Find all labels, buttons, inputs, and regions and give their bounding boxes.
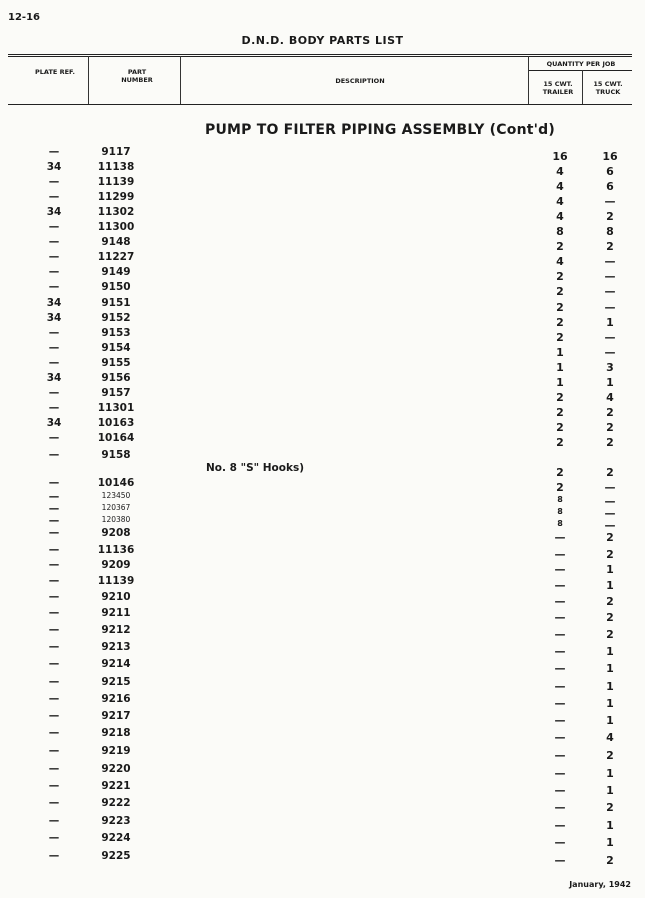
table-row bbox=[0, 191, 645, 209]
row-part-number: 9224 bbox=[101, 832, 131, 844]
row-qty-truck: 1 bbox=[606, 680, 614, 693]
row-part-number: 9149 bbox=[101, 266, 131, 279]
table-row bbox=[0, 402, 645, 417]
section-title: PUMP TO FILTER PIPING ASSEMBLY (Cont'd) bbox=[205, 122, 555, 138]
row-plate-ref: — bbox=[48, 477, 60, 489]
row-plate-ref: — bbox=[48, 191, 60, 204]
row-part-number: 11302 bbox=[97, 206, 135, 219]
header-bottom-rule bbox=[8, 104, 632, 105]
row-qty-trailer: 2 bbox=[556, 300, 564, 314]
row-part-number: 11139 bbox=[97, 575, 135, 587]
row-qty-truck: 2 bbox=[606, 435, 614, 449]
table-row bbox=[0, 221, 645, 239]
row-part-number: 9221 bbox=[101, 780, 131, 792]
row-qty-truck: 2 bbox=[606, 628, 614, 641]
row-plate-ref: — bbox=[48, 386, 60, 399]
row-qty-truck: — bbox=[604, 285, 616, 299]
table-row bbox=[0, 832, 645, 847]
row-part-number: 10164 bbox=[97, 431, 135, 444]
row-qty-trailer: 2 bbox=[556, 405, 564, 419]
row-qty-truck: — bbox=[604, 481, 616, 494]
table-row bbox=[0, 780, 645, 795]
row-part-number: 9153 bbox=[101, 326, 131, 339]
row-part-number: 9154 bbox=[101, 341, 131, 354]
row-part-number: 9218 bbox=[101, 727, 131, 739]
row-part-number: 9208 bbox=[101, 527, 131, 539]
row-plate-ref: — bbox=[48, 266, 60, 279]
row-plate-ref: — bbox=[48, 401, 60, 414]
row-qty-trailer: — bbox=[554, 531, 566, 544]
row-qty-trailer: 4 bbox=[556, 165, 564, 179]
row-part-number: 11300 bbox=[97, 221, 135, 234]
col-divider-4 bbox=[582, 70, 583, 104]
table-row bbox=[0, 641, 645, 656]
row-part-number: 9209 bbox=[101, 559, 131, 571]
header-quantity-per-job: QUANTITY PER JOB bbox=[546, 60, 616, 68]
header-part-number: PART NUMBER bbox=[121, 68, 153, 84]
header-top-rule bbox=[8, 54, 632, 55]
row-qty-truck: — bbox=[604, 519, 616, 532]
row-qty-truck: 2 bbox=[606, 420, 614, 434]
row-qty-trailer: — bbox=[554, 611, 566, 624]
row-plate-ref: — bbox=[48, 641, 60, 653]
row-qty-trailer: 8 bbox=[557, 519, 563, 528]
row-qty-truck: 2 bbox=[606, 749, 614, 762]
row-part-number: 9219 bbox=[101, 745, 131, 757]
table-row bbox=[0, 815, 645, 830]
row-qty-trailer: — bbox=[554, 749, 566, 762]
table-row bbox=[0, 559, 645, 574]
row-qty-truck: 2 bbox=[606, 240, 614, 254]
row-qty-trailer: — bbox=[554, 548, 566, 561]
row-qty-truck: 2 bbox=[606, 405, 614, 419]
row-qty-truck: 1 bbox=[606, 784, 614, 797]
row-qty-truck: 1 bbox=[606, 579, 614, 592]
row-plate-ref: 34 bbox=[46, 296, 62, 309]
page-title: D.N.D. BODY PARTS LIST bbox=[241, 34, 404, 47]
row-plate-ref: — bbox=[48, 527, 60, 539]
row-qty-trailer: 2 bbox=[556, 270, 564, 284]
row-qty-truck: 1 bbox=[606, 714, 614, 727]
row-plate-ref: 34 bbox=[46, 371, 62, 384]
row-part-number: 11136 bbox=[97, 544, 135, 556]
table-row bbox=[0, 477, 645, 492]
row-plate-ref: — bbox=[48, 251, 60, 264]
row-qty-trailer: 2 bbox=[556, 466, 564, 479]
table-row bbox=[0, 372, 645, 387]
row-qty-truck: — bbox=[604, 255, 616, 269]
row-part-number: 9222 bbox=[101, 797, 131, 809]
row-plate-ref: — bbox=[48, 559, 60, 571]
row-plate-ref: 34 bbox=[46, 416, 62, 429]
row-plate-ref: — bbox=[48, 797, 60, 809]
row-part-number: 9151 bbox=[101, 296, 131, 309]
row-plate-ref: — bbox=[48, 146, 60, 158]
row-part-number: 11301 bbox=[97, 401, 135, 414]
row-plate-ref: — bbox=[48, 341, 60, 354]
row-qty-truck: — bbox=[604, 330, 616, 344]
row-qty-truck: — bbox=[604, 495, 616, 508]
row-qty-trailer: 4 bbox=[556, 195, 564, 209]
table-row bbox=[0, 432, 645, 447]
row-part-number: 11138 bbox=[97, 161, 135, 174]
table-row bbox=[0, 146, 645, 161]
table-row bbox=[0, 251, 645, 269]
row-part-number: 10163 bbox=[97, 416, 135, 429]
table-row bbox=[0, 624, 645, 639]
row-qty-truck: — bbox=[604, 345, 616, 359]
row-part-number: 9148 bbox=[101, 236, 131, 249]
table-row bbox=[0, 281, 645, 299]
row-part-number: 9157 bbox=[101, 386, 131, 399]
col-divider-1 bbox=[88, 56, 89, 104]
row-qty-truck: — bbox=[604, 507, 616, 520]
row-qty-trailer: 4 bbox=[556, 210, 564, 224]
row-qty-truck: 16 bbox=[602, 150, 618, 163]
table-row bbox=[0, 850, 645, 865]
row-qty-truck: 2 bbox=[606, 466, 614, 479]
row-qty-trailer: — bbox=[554, 854, 566, 867]
row-qty-truck: 1 bbox=[606, 645, 614, 658]
row-qty-trailer: 1 bbox=[556, 360, 564, 374]
row-plate-ref: 34 bbox=[46, 206, 62, 219]
row-plate-ref: — bbox=[48, 449, 60, 461]
row-qty-trailer: 2 bbox=[556, 315, 564, 329]
row-part-number: 9117 bbox=[101, 146, 131, 158]
row-plate-ref: — bbox=[48, 503, 60, 515]
row-part-number: 11139 bbox=[97, 176, 135, 189]
row-qty-truck: 1 bbox=[606, 315, 614, 329]
row-qty-trailer: 2 bbox=[556, 420, 564, 434]
row-qty-truck: — bbox=[604, 195, 616, 209]
row-plate-ref: — bbox=[48, 693, 60, 705]
row-qty-trailer: — bbox=[554, 784, 566, 797]
row-qty-trailer: 8 bbox=[556, 225, 564, 239]
row-qty-trailer: — bbox=[554, 767, 566, 780]
row-qty-trailer: 8 bbox=[557, 495, 563, 504]
row-qty-trailer: — bbox=[554, 680, 566, 693]
row-plate-ref: — bbox=[48, 356, 60, 369]
table-row bbox=[0, 161, 645, 179]
table-row bbox=[0, 342, 645, 357]
row-part-number: 10146 bbox=[97, 477, 135, 489]
row-plate-ref: — bbox=[48, 281, 60, 294]
row-part-number: 9210 bbox=[101, 591, 131, 603]
row-plate-ref: 34 bbox=[46, 311, 62, 324]
row-plate-ref: — bbox=[48, 745, 60, 757]
row-part-number: 11227 bbox=[97, 251, 135, 264]
row-qty-trailer: — bbox=[554, 645, 566, 658]
row-plate-ref: — bbox=[48, 763, 60, 775]
table-row bbox=[0, 797, 645, 812]
row-qty-trailer: 8 bbox=[557, 507, 563, 516]
row-plate-ref: — bbox=[48, 832, 60, 844]
col-divider-2 bbox=[180, 56, 181, 104]
table-row bbox=[0, 607, 645, 622]
row-qty-trailer: 2 bbox=[556, 390, 564, 404]
row-qty-trailer: 2 bbox=[556, 481, 564, 494]
row-part-number: 123450 bbox=[101, 491, 131, 500]
row-qty-truck: 1 bbox=[606, 662, 614, 675]
row-qty-trailer: — bbox=[554, 697, 566, 710]
row-qty-truck: 2 bbox=[606, 611, 614, 624]
row-qty-trailer: — bbox=[554, 731, 566, 744]
row-plate-ref: — bbox=[48, 544, 60, 556]
table-row bbox=[0, 710, 645, 725]
row-qty-trailer: — bbox=[554, 819, 566, 832]
row-part-number: 11299 bbox=[97, 191, 135, 204]
table-row bbox=[0, 727, 645, 742]
row-qty-truck: 2 bbox=[606, 548, 614, 561]
row-plate-ref: — bbox=[48, 727, 60, 739]
row-qty-truck: 6 bbox=[606, 165, 614, 179]
row-qty-trailer: — bbox=[554, 579, 566, 592]
row-plate-ref: — bbox=[48, 326, 60, 339]
row-qty-trailer: 2 bbox=[556, 240, 564, 254]
table-row bbox=[0, 387, 645, 402]
table-row bbox=[0, 297, 645, 312]
table-row bbox=[0, 658, 645, 673]
table-row bbox=[0, 527, 645, 542]
header-trailer: 15 CWT. TRAILER bbox=[542, 80, 574, 96]
row-part-number: 9155 bbox=[101, 356, 131, 369]
row-qty-trailer: — bbox=[554, 662, 566, 675]
row-qty-truck: 4 bbox=[606, 731, 614, 744]
row-plate-ref: — bbox=[48, 491, 60, 503]
row-qty-trailer: 1 bbox=[556, 345, 564, 359]
row-plate-ref: 34 bbox=[46, 161, 62, 174]
row-qty-truck: 6 bbox=[606, 180, 614, 194]
row-plate-ref: — bbox=[48, 815, 60, 827]
row-qty-trailer: — bbox=[554, 595, 566, 608]
row-plate-ref: — bbox=[48, 850, 60, 862]
row-qty-truck: 2 bbox=[606, 595, 614, 608]
row-plate-ref: — bbox=[48, 236, 60, 249]
row-plate-ref: — bbox=[48, 221, 60, 234]
row-part-number: 9213 bbox=[101, 641, 131, 653]
row-qty-trailer: 2 bbox=[556, 285, 564, 299]
row-qty-trailer: — bbox=[554, 801, 566, 814]
row-qty-truck: 2 bbox=[606, 531, 614, 544]
table-row bbox=[0, 417, 645, 432]
row-part-number: 9158 bbox=[101, 449, 131, 461]
row-qty-trailer: — bbox=[554, 628, 566, 641]
row-part-number: 9156 bbox=[101, 371, 131, 384]
row-plate-ref: — bbox=[48, 780, 60, 792]
col-divider-3 bbox=[528, 56, 529, 104]
quantity-divider-rule bbox=[528, 70, 632, 71]
row-qty-trailer: 4 bbox=[556, 255, 564, 269]
table-row bbox=[0, 176, 645, 194]
table-row bbox=[0, 327, 645, 342]
header-description: DESCRIPTION bbox=[335, 77, 385, 85]
row-qty-trailer: 1 bbox=[556, 375, 564, 389]
row-part-number: 9214 bbox=[101, 658, 131, 670]
table-row bbox=[0, 357, 645, 372]
row-part-number: 9217 bbox=[101, 710, 131, 722]
table-row bbox=[0, 544, 645, 559]
row-part-number: 9216 bbox=[101, 693, 131, 705]
table-row bbox=[0, 591, 645, 606]
row-plate-ref: — bbox=[48, 624, 60, 636]
row-qty-truck: 2 bbox=[606, 210, 614, 224]
row-qty-trailer: 4 bbox=[556, 180, 564, 194]
header-truck: 15 CWT. TRUCK bbox=[593, 80, 623, 96]
page-number: 12-16 bbox=[8, 12, 40, 23]
row-plate-ref: — bbox=[48, 658, 60, 670]
table-row bbox=[0, 206, 645, 224]
row-qty-trailer: 16 bbox=[552, 150, 568, 163]
row-qty-truck: 1 bbox=[606, 697, 614, 710]
row-qty-truck: — bbox=[604, 270, 616, 284]
row-part-number: 9150 bbox=[101, 281, 131, 294]
row-part-number: 9225 bbox=[101, 850, 131, 862]
row-part-number: 120380 bbox=[101, 515, 131, 524]
row-plate-ref: — bbox=[48, 176, 60, 189]
table-row bbox=[0, 266, 645, 284]
header-top-rule-2 bbox=[8, 56, 632, 57]
row-plate-ref: — bbox=[48, 431, 60, 444]
row-qty-truck: 1 bbox=[606, 563, 614, 576]
row-plate-ref: — bbox=[48, 591, 60, 603]
table-row bbox=[0, 575, 645, 590]
row-qty-truck: 1 bbox=[606, 375, 614, 389]
row-qty-truck: 3 bbox=[606, 360, 614, 374]
table-row bbox=[0, 763, 645, 778]
table-row bbox=[0, 693, 645, 708]
footer-date: January, 1942 bbox=[569, 880, 631, 889]
row-part-number: 9223 bbox=[101, 815, 131, 827]
row-qty-truck: 4 bbox=[606, 390, 614, 404]
row-qty-trailer: — bbox=[554, 714, 566, 727]
row-qty-trailer: 2 bbox=[556, 330, 564, 344]
row-part-number: 9152 bbox=[101, 311, 131, 324]
row-qty-trailer: 2 bbox=[556, 435, 564, 449]
row-plate-ref: — bbox=[48, 575, 60, 587]
table-row bbox=[0, 236, 645, 254]
row-qty-truck: 1 bbox=[606, 767, 614, 780]
table-row bbox=[0, 312, 645, 327]
row-qty-truck: 2 bbox=[606, 801, 614, 814]
row-plate-ref: — bbox=[48, 710, 60, 722]
row-part-number: 9212 bbox=[101, 624, 131, 636]
row-qty-truck: 2 bbox=[606, 854, 614, 867]
header-plate-ref: PLATE REF. bbox=[35, 68, 75, 76]
table-row bbox=[0, 745, 645, 760]
row-qty-truck: — bbox=[604, 300, 616, 314]
row-qty-truck: 1 bbox=[606, 819, 614, 832]
row-part-number: 9215 bbox=[101, 676, 131, 688]
row-plate-ref: — bbox=[48, 515, 60, 527]
table-row bbox=[0, 676, 645, 691]
row-plate-ref: — bbox=[48, 607, 60, 619]
row-qty-truck: 1 bbox=[606, 836, 614, 849]
row-qty-truck: 8 bbox=[606, 225, 614, 239]
row-qty-trailer: — bbox=[554, 836, 566, 849]
row-qty-trailer: — bbox=[554, 563, 566, 576]
row-part-number: 9220 bbox=[101, 763, 131, 775]
row-plate-ref: — bbox=[48, 676, 60, 688]
row-part-number: 9211 bbox=[101, 607, 131, 619]
row-part-number: 120367 bbox=[101, 503, 131, 512]
